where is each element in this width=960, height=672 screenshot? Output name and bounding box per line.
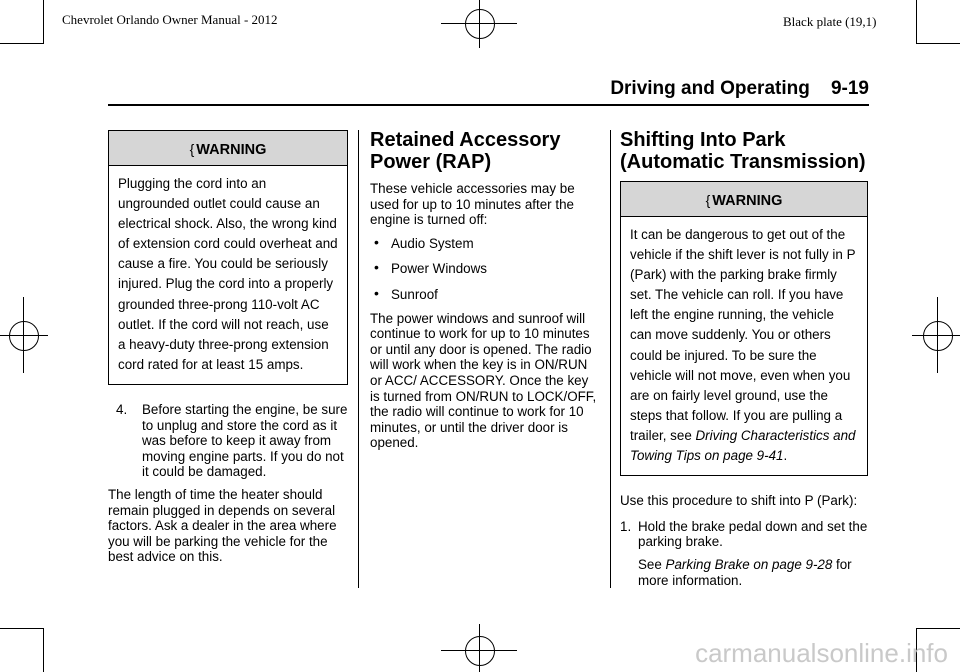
heading-line: Power (RAP) [370, 150, 492, 173]
warning-text [621, 217, 867, 475]
bullet-text: Power Windows [391, 261, 487, 277]
warning-body-end: . [783, 448, 788, 464]
registration-line [937, 297, 938, 373]
warning-title: WARNING [712, 193, 783, 209]
see-prefix: See [638, 556, 666, 572]
crop-mark [43, 628, 44, 672]
registration-mark [465, 9, 495, 39]
crop-mark [0, 628, 44, 629]
body-paragraph: These vehicle accessories may be used for up to 10 minutes after the engine is turned off: [370, 181, 575, 228]
warning-symbol-icon: { [189, 141, 195, 157]
registration-line [479, 0, 480, 48]
section-heading [370, 130, 600, 173]
step-number: 4. [116, 401, 128, 417]
bullet-item [370, 261, 600, 277]
bullet-icon: • [374, 259, 379, 276]
step-item [108, 402, 348, 480]
warning-box [108, 130, 348, 385]
heading-line: (Automatic Transmission) [620, 150, 866, 173]
warning-header [621, 182, 867, 217]
cross-reference-link[interactable]: Parking Brake on page 9-28 [665, 556, 833, 572]
registration-line [23, 297, 24, 373]
registration-mark [9, 321, 39, 351]
bullet-text: Audio System [391, 235, 474, 251]
bullet-icon: • [374, 233, 379, 250]
cross-reference-link[interactable]: Driving Characteristics and Towing Tips on page 9-41 [630, 427, 856, 464]
column-divider [610, 130, 611, 588]
print-header-left: Chevrolet Orlando Owner Manual - 2012 [62, 12, 278, 27]
see-also [620, 557, 868, 588]
page-header [108, 76, 869, 106]
crop-mark [916, 0, 917, 44]
step-text: Before starting the engine, be sure to unplug and store the cord as it was before to keep it away from moving engine parts. If you do not it could be damaged. [142, 401, 348, 480]
warning-body-text: It can be dangerous to get out of the vehicle if the shift lever is not fully in P (Park) with the parking brake firmly set. The vehicle can roll. If you have left the engine running, the vehicle can move suddenly. You or others could be injured. To be sure the vehicle will not move, even when you are on fairly level ground, use the steps that follow. If you are pulling a trailer, see [630, 227, 856, 443]
section-heading [620, 130, 868, 173]
crop-mark [43, 0, 44, 44]
body-paragraph: Use this procedure to shift into P (Park): [620, 493, 858, 509]
registration-line [0, 335, 48, 336]
step-item [620, 519, 868, 550]
bullet-item [370, 233, 600, 252]
registration-line [479, 624, 480, 672]
registration-line [912, 335, 960, 336]
heading-line: Retained Accessory [370, 129, 561, 151]
warning-box [620, 181, 868, 476]
body-paragraph: The length of time the heater should remain plugged in depends on several factors. Ask a dealer in the area where you will be parking the vehicle for the best advice on this. [108, 486, 337, 565]
step-number: 1. [620, 518, 632, 534]
see-suffix: for more information. [638, 556, 852, 588]
column-divider [358, 130, 359, 588]
crop-mark [0, 43, 44, 44]
page-header-title [610, 78, 869, 100]
crop-mark [916, 43, 960, 44]
bullet-text: Sunroof [391, 286, 438, 302]
crop-mark [916, 628, 960, 629]
section-title: Driving and Operating [610, 78, 810, 99]
bullet-icon: • [374, 284, 379, 301]
heading-line: Shifting Into Park [620, 129, 786, 151]
column-3 [620, 130, 868, 595]
warning-header [109, 131, 347, 166]
body-paragraph: The power windows and sunroof will continue to work for up to 10 minutes or until any door is opened. The radio will work when the key is in ON/RUN or ACC/ ACCESSORY. Once the key is turned from ON/RUN to LOCK/OFF, the radio will continue to work for 10 minutes, or until the driver door is opened. [370, 310, 597, 451]
column-2 [370, 130, 600, 458]
step-text: Hold the brake pedal down and set the parking brake. [638, 518, 868, 550]
bullet-item [370, 284, 600, 303]
warning-title: WARNING [196, 142, 267, 158]
warning-text: Plugging the cord into an ungrounded outlet could cause an electrical shock. Also, the wrong kind of extension cord could overheat and cause a fire. You could be seriously injured. Plug the cord into a properly grounded three-prong 110-volt AC outlet. If the cord will not reach, use a heavy-duty three-prong extension cord rated for at least 15 amps. [118, 176, 338, 372]
watermark: carmanualsonline.info [695, 638, 948, 668]
registration-mark [465, 636, 495, 666]
warning-symbol-icon: { [705, 192, 711, 208]
print-header-right: Black plate (19,1) [783, 14, 877, 29]
page-number: 9-19 [830, 78, 869, 99]
column-1 [108, 130, 348, 572]
registration-mark [923, 321, 953, 351]
